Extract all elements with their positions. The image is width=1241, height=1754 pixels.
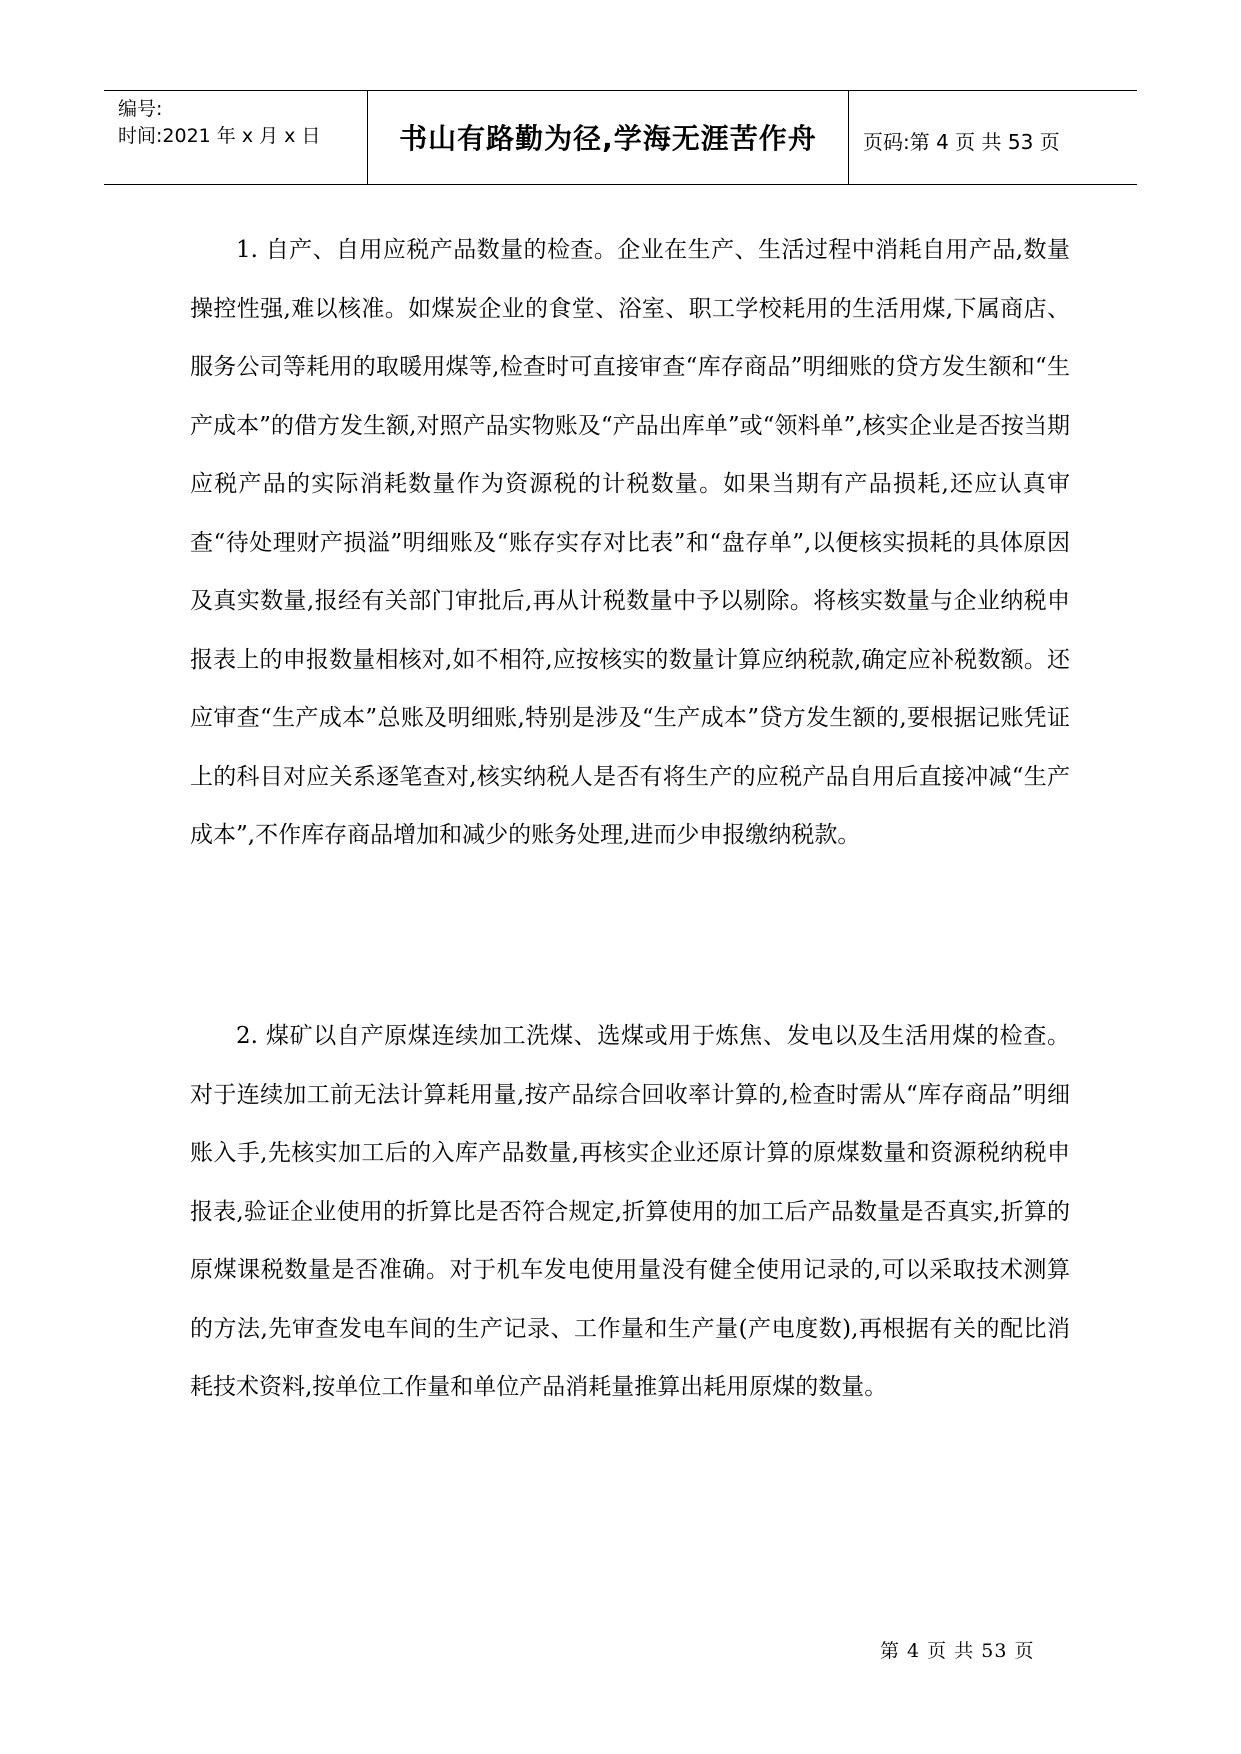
header-motto: 书山有路勤为径,学海无涯苦作舟 xyxy=(399,122,817,155)
body-paragraph-1 xyxy=(190,221,1070,865)
header-info-cell xyxy=(104,91,368,184)
paragraph-text: 2. 煤矿以自产原煤连续加工洗煤、选煤或用于炼焦、发电以及生活用煤的检查。对于连续加工前无法计算耗用量,按产品综合回收率计算的,检查时需从“库存商品”明细账入手,先核实加工后的入库产品数量,再核实企业还原计算的原煤数量和资源税纳税申报表,验证企业使用的折算比是否符合规定,折算使用的加工后产品数量是否真实,折算的原煤课税数量是否准确。对于机车发电使用量没有健全使用记录的,可以采取技术测算的方法,先审查发电车间的生产记录、工作量和生产量(产电度数),再根据有关的配比消耗技术资料,按单位工作量和单位产品消耗量推算出耗用原煤的数量。 xyxy=(190,1023,1070,1400)
document-header xyxy=(104,90,1137,185)
page-footer: 第 4 页 共 53 页 xyxy=(880,1640,1035,1662)
document-time-label: 时间:2021 年 x 月 x 日 xyxy=(118,125,321,147)
body-paragraph-2 xyxy=(190,1007,1070,1417)
document-number-label: 编号: xyxy=(118,98,163,120)
header-page-cell xyxy=(849,91,1137,184)
header-motto-cell xyxy=(368,91,849,184)
paragraph-text: 1. 自产、自用应税产品数量的检查。企业在生产、生活过程中消耗自用产品,数量操控性强,难以核准。如煤炭企业的食堂、浴室、职工学校耗用的生活用煤,下属商店、服务公司等耗用的取暖用煤等,检查时可直接审查“库存商品”明细账的贷方发生额和“生产成本”的借方发生额,对照产品实物账及“产品出库单”或“领料单”,核实企业是否按当期应税产品的实际消耗数量作为资源税的计税数量。如果当期有产品损耗,还应认真审查“待处理财产损溢”明细账及“账存实存对比表”和“盘存单”,以便核实损耗的具体原因及真实数量,报经有关部门审批后,再从计税数量中予以剔除。将核实数量与企业纳税申报表上的申报数量相核对,如不相符,应按核实的数量计算应纳税款,确定应补税数额。还应审查“生产成本”总账及明细账,特别是涉及“生产成本”贷方发生额的,要根据记账凭证上的科目对应关系逐笔查对,核实纳税人是否有将生产的应税产品自用后直接冲减“生产成本”,不作库存商品增加和减少的账务处理,进而少申报缴纳税款。 xyxy=(190,237,1070,848)
header-page-number: 页码:第 4 页 共 53 页 xyxy=(863,130,1060,154)
